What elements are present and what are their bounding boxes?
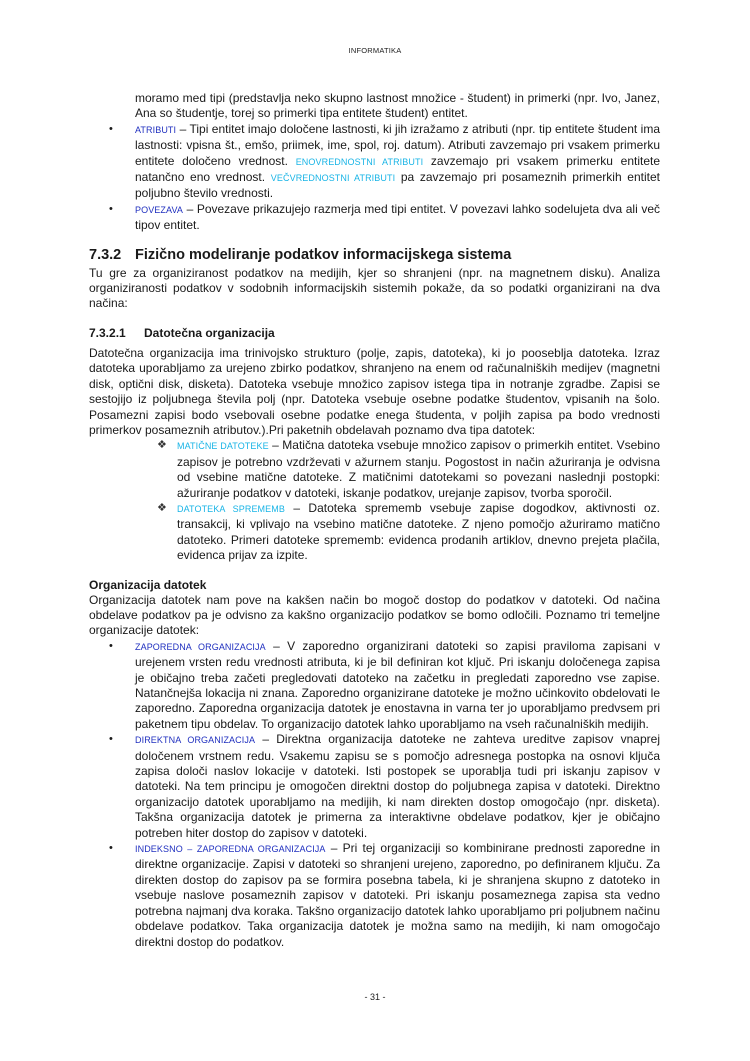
intro-continuation: moramo med tipi (predstavlja neko skupno lastnost množice - študent) in primerki (npr. Ivo, Janez, Ana so študentje, torej so primerki tipa entitete študent) entitet. <box>135 91 660 121</box>
term-maticne-datoteke: MATIČNE DATOTEKE <box>177 441 269 452</box>
item-text: – Pri tej organizaciji so kombinirane prednosti zaporedne in direktne organizacije. Zapisi v datoteki so shranjeni urejeno, zaporedno, po definiranem ključu. Za direkten dostop do zapisov pa se formira posebna tabela, ki je shranjena skupno z datoteko in vsebuje naslove posameznih zapisov v datoteki. Pri iskanju posameznega zapisa sta vedno potrebna najmanj dva koraka. Takšno organizacijo datotek lahko uporabljamo pri poljubnem načinu obdelave podatkov. Taka organizacija datotek je možna samo na medijih, ki nam omogočajo direktni dostop do podatkov. <box>135 841 660 949</box>
term-atributi: ATRIBUTI <box>135 124 177 135</box>
page-number: - 31 - <box>364 992 386 1002</box>
item-text: – Direktna organizacija datoteke ne zahteva ureditve zapisov vnaprej določenem vrstnem redu. Vsakemu zapisu se s pomočjo adresnega postopka na osnovi ključa zapisa določi naslov lokacije v datoteki. Isti postopek se uporablja tudi pri iskanju zapisov v datoteki. Na tem principu je omogočen direktni dostop do poljubnega zapisa v datoteki. Direktno organizacijo datotek uporabljamo na medijih, ki nam direkten dostop omogočajo (npr. disketa). Takšna organizacija datotek je primerna za interaktivne obdelave podatkov, kjer je običajno potreben hiter dostop do zapisov v datoteki. <box>135 732 660 840</box>
bullet-icon: • <box>109 202 113 215</box>
subsection-number: 7.3.2.1 <box>89 325 126 340</box>
list-item <box>89 841 660 950</box>
org-heading: Organizacija datotek <box>89 577 207 592</box>
bullet-icon: • <box>109 842 113 855</box>
term-vecvrednostni: VEČVREDNOSTNI ATRIBUTI <box>270 173 396 184</box>
list-item <box>89 501 660 564</box>
org-body: Organizacija datotek nam pove na kakšen način bo mogoč dostop do podatkov v datoteki. Od načina obdelave podatkov pa je odvisno za kakšno organizacijo podatkov se bomo odločili. Poznamo tri temeljne organizacije datotek: <box>89 592 660 638</box>
subsection-title: Datotečna organizacija <box>144 325 275 340</box>
diamond-bullet-icon: ❖ <box>157 439 167 452</box>
file-organization-list <box>89 639 660 950</box>
list-item <box>89 732 660 841</box>
subsection-heading <box>89 326 660 341</box>
term-datoteka-sprememb: DATOTEKA SPREMEMB <box>177 503 285 514</box>
term-indeksno-zaporedna: INDEKSNO – ZAPOREDNA ORGANIZACIJA <box>135 844 326 855</box>
list-item <box>89 438 660 501</box>
list-item <box>89 202 660 234</box>
diamond-bullet-icon: ❖ <box>157 501 167 514</box>
bullet-icon: • <box>109 733 113 746</box>
item-text: – Tipi entitet imajo določene lastnosti, ki jih izražamo z atributi (npr. tip entitete študent ima lastnosti: vpisna št., emšo, priimek, ime, spol, roj. datum). Atributi zavzemajo pri vsakem primerku entitete določeno vrednost. <box>135 121 660 168</box>
term-povezava: POVEZAVA <box>135 204 183 215</box>
term-enovrednostni: ENOVREDNOSTNI ATRIBUTI <box>295 156 424 167</box>
file-types-list <box>89 438 660 563</box>
item-text: – V zaporedno organizirani datoteki so zapisi praviloma zapisani v urejenem vrsten redu vrednosti atributa, ki je bil definiran kot ključ. Pri iskanju določenega zapisa je običajno treba začeti pregledovati datoteko na začetku in pregledati zaporedno vse zapise. Natančnejša lokacija ni znana. Zaporedno organizirane datoteke je možno učinkovito obdelovati le zaporedno. Zaporedna organizacija datotek je enostavna in varna ter jo uporabljamo predvsem pri paketnem tipu obdelav. To organizacijo datotek lahko uporabljamo na vseh računalniških medijih. <box>135 638 660 731</box>
list-item <box>89 122 660 202</box>
running-header: INFORMATIKA <box>348 46 402 55</box>
term-zaporedna: ZAPOREDNA ORGANIZACIJA <box>135 641 266 652</box>
subsection-body: Datotečna organizacija ima trinivojsko strukturo (polje, zapis, datoteka), ki jo pooseblja datoteka. Izraz datoteka uporabljamo za urejeno zbirko podatkov, shranjeno na enem od računalniških medijev (magnetni disk, optični disk, disketa). Datoteka vsebuje množico zapisov istega tipa in notranje zgradbe. Zapisi se sestojijo iz poljubnega števila polj (npr. Datoteka vsebuje osebne podatke študentov, vpisanih na šolo. Posamezni zapisi bodo vsebovali osebne podatke enega študenta, v poljih zapisa pa bodo vrednosti primerkov posameznih atributov.).Pri paketnih obdelavah poznamo dva tipa datotek: <box>89 345 660 437</box>
item-text: – Matična datoteka vsebuje množico zapisov o primerkih entitet. Vsebino zapisov je potrebno vzdrževati v ažurnem stanju. Pogostost in način ažuriranja je odvisna od vsebine matične datoteke. Z matičnimi datotekami so povezani naslednji postopki: ažuriranje podatkov v datoteki, iskanje podatkov, urejanje zapisov, tvorba sporočil. <box>177 438 660 500</box>
section-number: 7.3.2 <box>89 246 122 263</box>
page-content <box>89 91 660 950</box>
section-body: Tu gre za organiziranost podatkov na medijih, kjer so shranjeni (npr. na magnetnem disku). Analiza organiziranosti podatkov v sodobnih informacijskih sistemih pokaže, da so podatki organizirani na dva načina: <box>89 265 660 311</box>
section-title: Fizično modeliranje podatkov informacijskega sistema <box>135 246 512 263</box>
entity-concepts-list <box>89 122 660 234</box>
item-text: zavzemajo pri vsakem primerku entitete natančno eno vrednost. <box>135 153 661 185</box>
term-direktna: DIREKTNA ORGANIZACIJA <box>135 735 256 746</box>
list-item <box>89 639 660 732</box>
item-text: – Datoteka sprememb vsebuje zapise dogodkov, aktivnosti oz. transakcij, ki vplivajo na vsebino matične datoteke. Z njeno pomočjo ažuriramo matično datoteko. Primeri datoteke sprememb: evidenca prodanih artiklov, dnevno prejeta plačila, evidenca prijav za izpite. <box>177 500 661 563</box>
item-text: – Povezave prikazujejo razmerja med tipi entitet. V povezavi lahko sodelujeta dva ali več tipov entitet. <box>135 201 660 233</box>
section-heading <box>89 246 660 264</box>
bullet-icon: • <box>109 639 113 652</box>
bullet-icon: • <box>109 122 113 135</box>
item-text: pa zavzemajo pri posameznih primerkih entitet poljubno število vrednosti. <box>135 170 660 201</box>
